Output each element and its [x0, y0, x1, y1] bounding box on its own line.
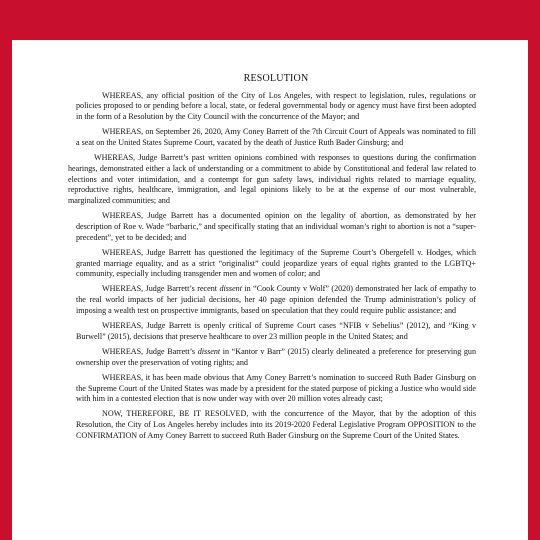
resolution-document: [68, 73, 476, 446]
paragraph-text: NOW, THEREFORE, BE IT RESOLVED, with the concurrence of the Mayor, that by the adoption of this Resolution, the City of Los Angeles hereby includes into its 2019-2020 Federal Legislative Program OPPOSITION to the CONFIRMATION of Amy Coney Barrett to succeed Ruth Bader Ginsburg on the Supreme Court of the United States.: [76, 409, 476, 440]
document-page: [12, 40, 528, 540]
document-title: RESOLUTION: [243, 73, 309, 84]
paragraph-text: WHEREAS, it has been made obvious that Amy Coney Barrett’s nomination to succeed Ruth Bader Ginsburg on the Supreme Court of the United States was made by a president for the stated purpose of picking a Justice who would side with him in a contested election that is now under way with over 20 million votes already cast;: [76, 372, 476, 404]
italic-text: dissent: [219, 284, 242, 294]
paragraph-text: WHEREAS, Judge Barrett’s: [102, 346, 198, 356]
resolution-paragraph: [76, 248, 476, 280]
resolution-paragraph: [76, 91, 476, 123]
resolution-paragraph: [68, 153, 476, 207]
resolution-paragraph: [76, 211, 476, 243]
paragraph-text: in “Kantor v Barr” (2015) clearly delineated a preference for preserving gun ownership over the preservation of voting rights; and: [76, 346, 476, 367]
paragraph-text: WHEREAS, on September 26, 2020, Amy Coney Barrett of the 7th Circuit Court of Appeals was nominated to fill a seat on the United States Supreme Court, vacated by the death of Justice Ruth Bader Ginsburg; and: [76, 127, 476, 148]
resolution-paragraph: [76, 127, 476, 148]
paragraph-text: WHEREAS, Judge Barrett is openly critical of Supreme Court cases “NFIB v Sebelius” (2012), and “King v Burwell” (2015), decisions that preserve healthcare to over 23 million people in the United States; and: [76, 321, 476, 341]
resolution-paragraph: [76, 373, 476, 405]
paragraph-text: WHEREAS, Judge Barrett has questioned the legitimacy of the Supreme Court’s Obergefell v. Hodges, which granted marriage equality, and as a strict “originalist” could jeopardize years of equal rights granted to the LGBTQ+ community, especially including transgender men and women of color; and: [76, 247, 476, 279]
italic-text: dissent: [197, 346, 221, 356]
resolution-body: [68, 90, 476, 442]
resolution-paragraph: [76, 409, 476, 441]
resolution-paragraph: [76, 347, 476, 368]
paragraph-text: WHEREAS, Judge Barrett’s past written opinions combined with responses to questions during the confirmation hearings, demonstrated either a lack of understanding or a commitment to abide by Constitutional and federal law related to elections and voter intimidation, and a contempt for gun safety laws, individual rights related to marriage equality, reproductive rights, healthcare, immigration, and legal opinions likely to be at the expense of our most vulnerable, marginalized communities; and: [68, 153, 476, 206]
paragraph-text: WHEREAS, Judge Barrett has a documented opinion on the legality of abortion, as demonstrated by her description of Roe v. Wade “barbaric,” and specifically stating that an individual woman’s right to abortion is not a “super-precedent”, yet to be decided; and: [76, 211, 476, 242]
paragraph-text: WHEREAS, Judge Barrett’s recent: [102, 284, 220, 294]
resolution-paragraph: [76, 284, 476, 316]
paragraph-text: in “Cook County v Wolf” (2020) demonstrated her lack of empathy to the real world impacts of her judicial decisions, her 40 page opinion defended the Trump administration’s policy of imposing a wealth test on prospective immigrants, based on speculation that they could require public assistance; and: [76, 284, 476, 315]
resolution-paragraph: [76, 321, 476, 342]
paragraph-text: WHEREAS, any official position of the City of Los Angeles, with respect to legislation, rules, regulations or policies proposed to or pending before a local, state, or federal governmental body or agency must have first been adopted in the form of a Resolution by the City Council with the concurrence of the Mayor; and: [76, 90, 476, 122]
